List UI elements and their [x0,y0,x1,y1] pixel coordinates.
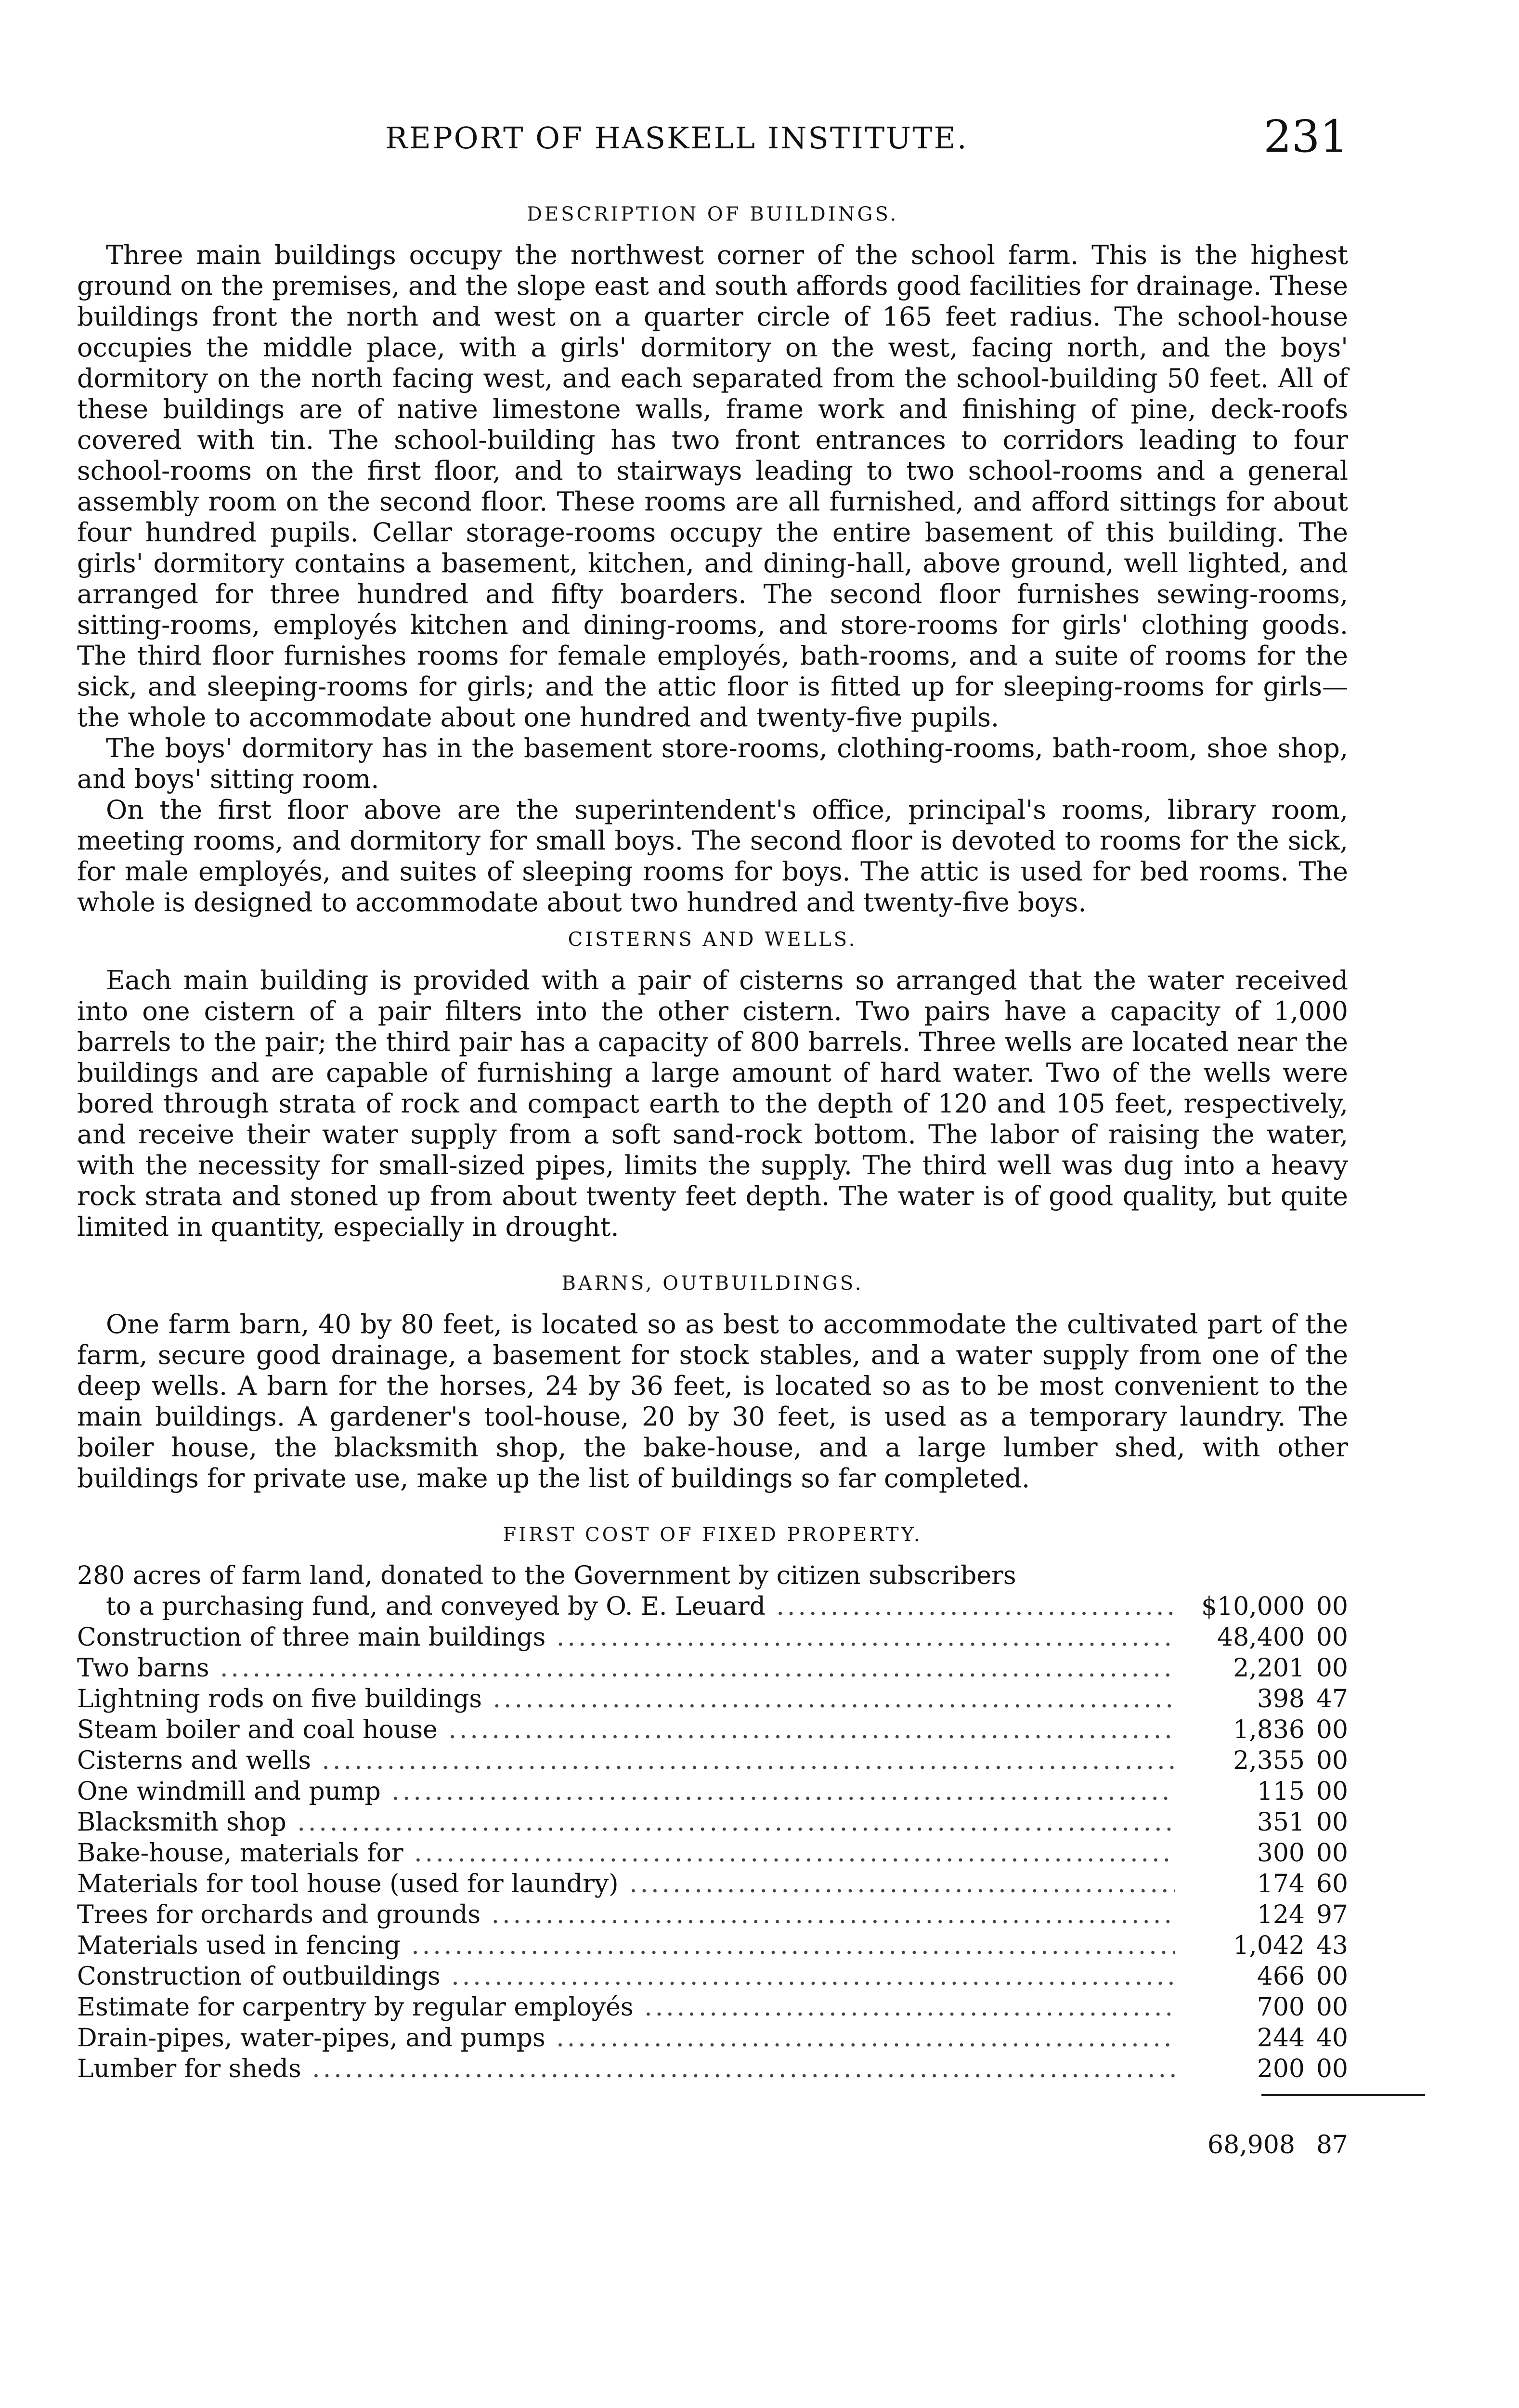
cost-row [77,1869,1348,1899]
paragraph: Three main buildings occupy the northwest corner of the school farm. This is the highest ground on the premises, and the slope east and south affords good facilities for drainage. These buildings front the north and west on a quarter circle of 165 feet radius. The school-house occupies the middle place, with a girls' dormitory on the west, facing north, and the boys' dormitory on the north facing west, and each separated from the school-building 50 feet. All of these buildings are of native limestone walls, frame work and finishing of pine, deck-roofs covered with tin. The school-building has two front entrances to corridors leading to four school-rooms on the first floor, and to stairways leading to two school-rooms and a general assembly room on the second floor. These rooms are all furnished, and afford sittings for about four hundred pupils. Cellar storage-rooms occupy the entire basement of this building. The girls' dormitory contains a basement, kitchen, and dining-hall, above ground, well lighted, and arranged for three hundred and fifty boarders. The second floor furnishes sewing-rooms, sitting-rooms, employés kitchen and dining-rooms, and store-rooms for girls' clothing goods. The third floor furnishes rooms for female employés, bath-rooms, and a suite of rooms for the sick, and sleeping-rooms for girls; and the attic floor is fitted up for sleeping-rooms for girls—the whole to accommodate about one hundred and twenty-five pupils. [77,240,1348,733]
cost-row [77,1961,1348,1992]
cost-total-cents: 87 [1316,2131,1348,2159]
cost-row-intro [77,1560,1348,1591]
cost-item-label: Steam boiler and coal house ..... [77,1714,1175,1745]
cost-row [77,1776,1348,1807]
paragraph: The boys' dormitory has in the basement store-rooms, clothing-rooms, bath-room, shoe shop, and boys' sitting room. [77,733,1348,794]
paragraph: On the first floor above are the superintendent's office, principal's rooms, library room, meeting rooms, and dormitory for small boys. The second floor is devoted to rooms for the sick, for male employés, and suites of sleeping rooms for boys. The attic is used for bed rooms. The whole is designed to accommodate about two hundred and twenty-five boys. [77,795,1348,917]
cost-row [77,1930,1348,1961]
cost-item-amount: 124 [1257,1900,1305,1929]
cost-item-label: Bake-house, materials for ..... [77,1838,1175,1869]
cost-item-cents: 40 [1316,2024,1348,2053]
cost-item-label: Trees for orchards and grounds ..... [77,1899,1175,1930]
cost-item-amount: 351 [1257,1808,1305,1837]
cost-total-amount: 68,908 [1207,2131,1295,2159]
cost-row [77,1838,1348,1869]
cost-item-amount: 398 [1257,1685,1305,1714]
cost-item-label: to a purchasing fund, and conveyed by O. E. Leuard ..... [77,1591,1175,1622]
cost-item-label: Estimate for carpentry by regular employés ..... [77,1992,1175,2023]
cost-item-label: Materials for tool house (used for laundry) ..... [77,1869,1175,1899]
paragraph: Each main building is provided with a pair of cisterns so arranged that the water received into one cistern of a pair filters into the other cistern. Two pairs have a capacity of 1,000 barrels to the pair; the third pair has a capacity of 800 barrels. Three wells are located near the buildings and are capable of furnishing a large amount of hard water. Two of the wells were bored through strata of rock and compact earth to the depth of 120 and 105 feet, respectively, and receive their water supply from a soft sand-rock bottom. The labor of raising the water, with the necessity for small-sized pipes, limits the supply. The third well was dug into a heavy rock strata and stoned up from about twenty feet depth. The water is of good quality, but quite limited in quantity, especially in drought. [77,965,1348,1242]
cost-item-label: Cisterns and wells ..... [77,1745,1175,1776]
cost-table [77,1560,1348,2160]
cost-item-cents: 00 [1316,1715,1348,1744]
page-header [77,111,1348,169]
cost-item-cents: 47 [1316,1685,1348,1714]
cost-item-label: Drain-pipes, water-pipes, and pumps ..... [77,2023,1175,2054]
cost-item-label: Two barns ..... [77,1653,1175,1684]
cost-row [77,1807,1348,1838]
cost-item-amount: 115 [1257,1777,1305,1806]
cost-row [77,2054,1348,2084]
cost-row [77,1622,1348,1653]
cost-item-amount: $10,000 [1201,1592,1305,1621]
cost-item-cents: 00 [1316,1623,1348,1652]
cost-item-amount: 200 [1257,2055,1305,2083]
cost-row [77,1684,1348,1714]
cost-item-amount: 300 [1257,1839,1305,1868]
cost-item-cents: 00 [1316,1654,1348,1683]
section-heading-barns: BARNS, OUTBUILDINGS. [561,1272,864,1295]
cost-item-cents: 00 [1316,1746,1348,1775]
cost-item-cents: 00 [1316,1962,1348,1991]
cost-row [77,1714,1348,1745]
section-heading-buildings: DESCRIPTION OF BUILDINGS. [526,203,899,225]
cost-item-cents: 00 [1316,1839,1348,1868]
cost-item-cents: 00 [1316,1808,1348,1837]
cost-item-amount: 2,201 [1233,1654,1305,1683]
cost-item-cents: 00 [1316,1592,1348,1621]
cost-item-cents: 00 [1316,1777,1348,1806]
total-rule [1261,2094,1425,2096]
cost-item-label: One windmill and pump ..... [77,1776,1175,1807]
cost-item-amount: 2,355 [1233,1746,1305,1775]
cost-item-amount: 1,836 [1233,1715,1305,1744]
cost-item-label: Materials used in fencing ..... [77,1930,1175,1961]
cost-item-cents: 60 [1316,1870,1348,1898]
page-number: 231 [1263,111,1348,162]
section-heading-cost: FIRST COST OF FIXED PROPERTY. [503,1524,922,1546]
cost-item-amount: 244 [1257,2024,1305,2053]
cost-item-label: 280 acres of farm land, donated to the Government by citizen subscribers [77,1561,1016,1590]
cost-item-label: Construction of outbuildings ..... [77,1961,1175,1992]
section-heading-cisterns: CISTERNS AND WELLS. [568,929,857,951]
cost-item-amount: 700 [1257,1993,1305,2022]
cost-item-amount: 48,400 [1217,1623,1305,1652]
cost-item-cents: 43 [1316,1931,1348,1960]
cost-row [77,1899,1348,1930]
cost-item-label: Construction of three main buildings ..... [77,1622,1175,1653]
cost-row [77,1653,1348,1684]
cost-item-label: Lumber for sheds ..... [77,2054,1175,2084]
cost-item-label: Lightning rods on five buildings ..... [77,1684,1175,1714]
cost-item-amount: 1,042 [1233,1931,1305,1960]
running-title: REPORT OF HASKELL INSTITUTE. [385,120,968,156]
cost-row [77,2023,1348,2054]
cost-item-amount: 174 [1257,1870,1305,1898]
cost-total-row [77,2130,1348,2160]
cost-row [77,1745,1348,1776]
cost-row [77,1992,1348,2023]
cost-item-cents: 00 [1316,2055,1348,2083]
cost-item-cents: 97 [1316,1900,1348,1929]
cost-item-cents: 00 [1316,1993,1348,2022]
paragraph: One farm barn, 40 by 80 feet, is located so as best to accommodate the cultivated part of the farm, secure good drainage, a basement for stock stables, and a water supply from one of the deep wells. A barn for the horses, 24 by 36 feet, is located so as to be most convenient to the main buildings. A gardener's tool-house, 20 by 30 feet, is used as a temporary laundry. The boiler house, the blacksmith shop, the bake-house, and a large lumber shed, with other buildings for private use, make up the list of buildings so far completed. [77,1309,1348,1493]
cost-item-amount: 466 [1257,1962,1305,1991]
cost-item-label: Blacksmith shop ..... [77,1807,1175,1838]
page-body [77,193,1348,2160]
cost-row [77,1591,1348,1622]
